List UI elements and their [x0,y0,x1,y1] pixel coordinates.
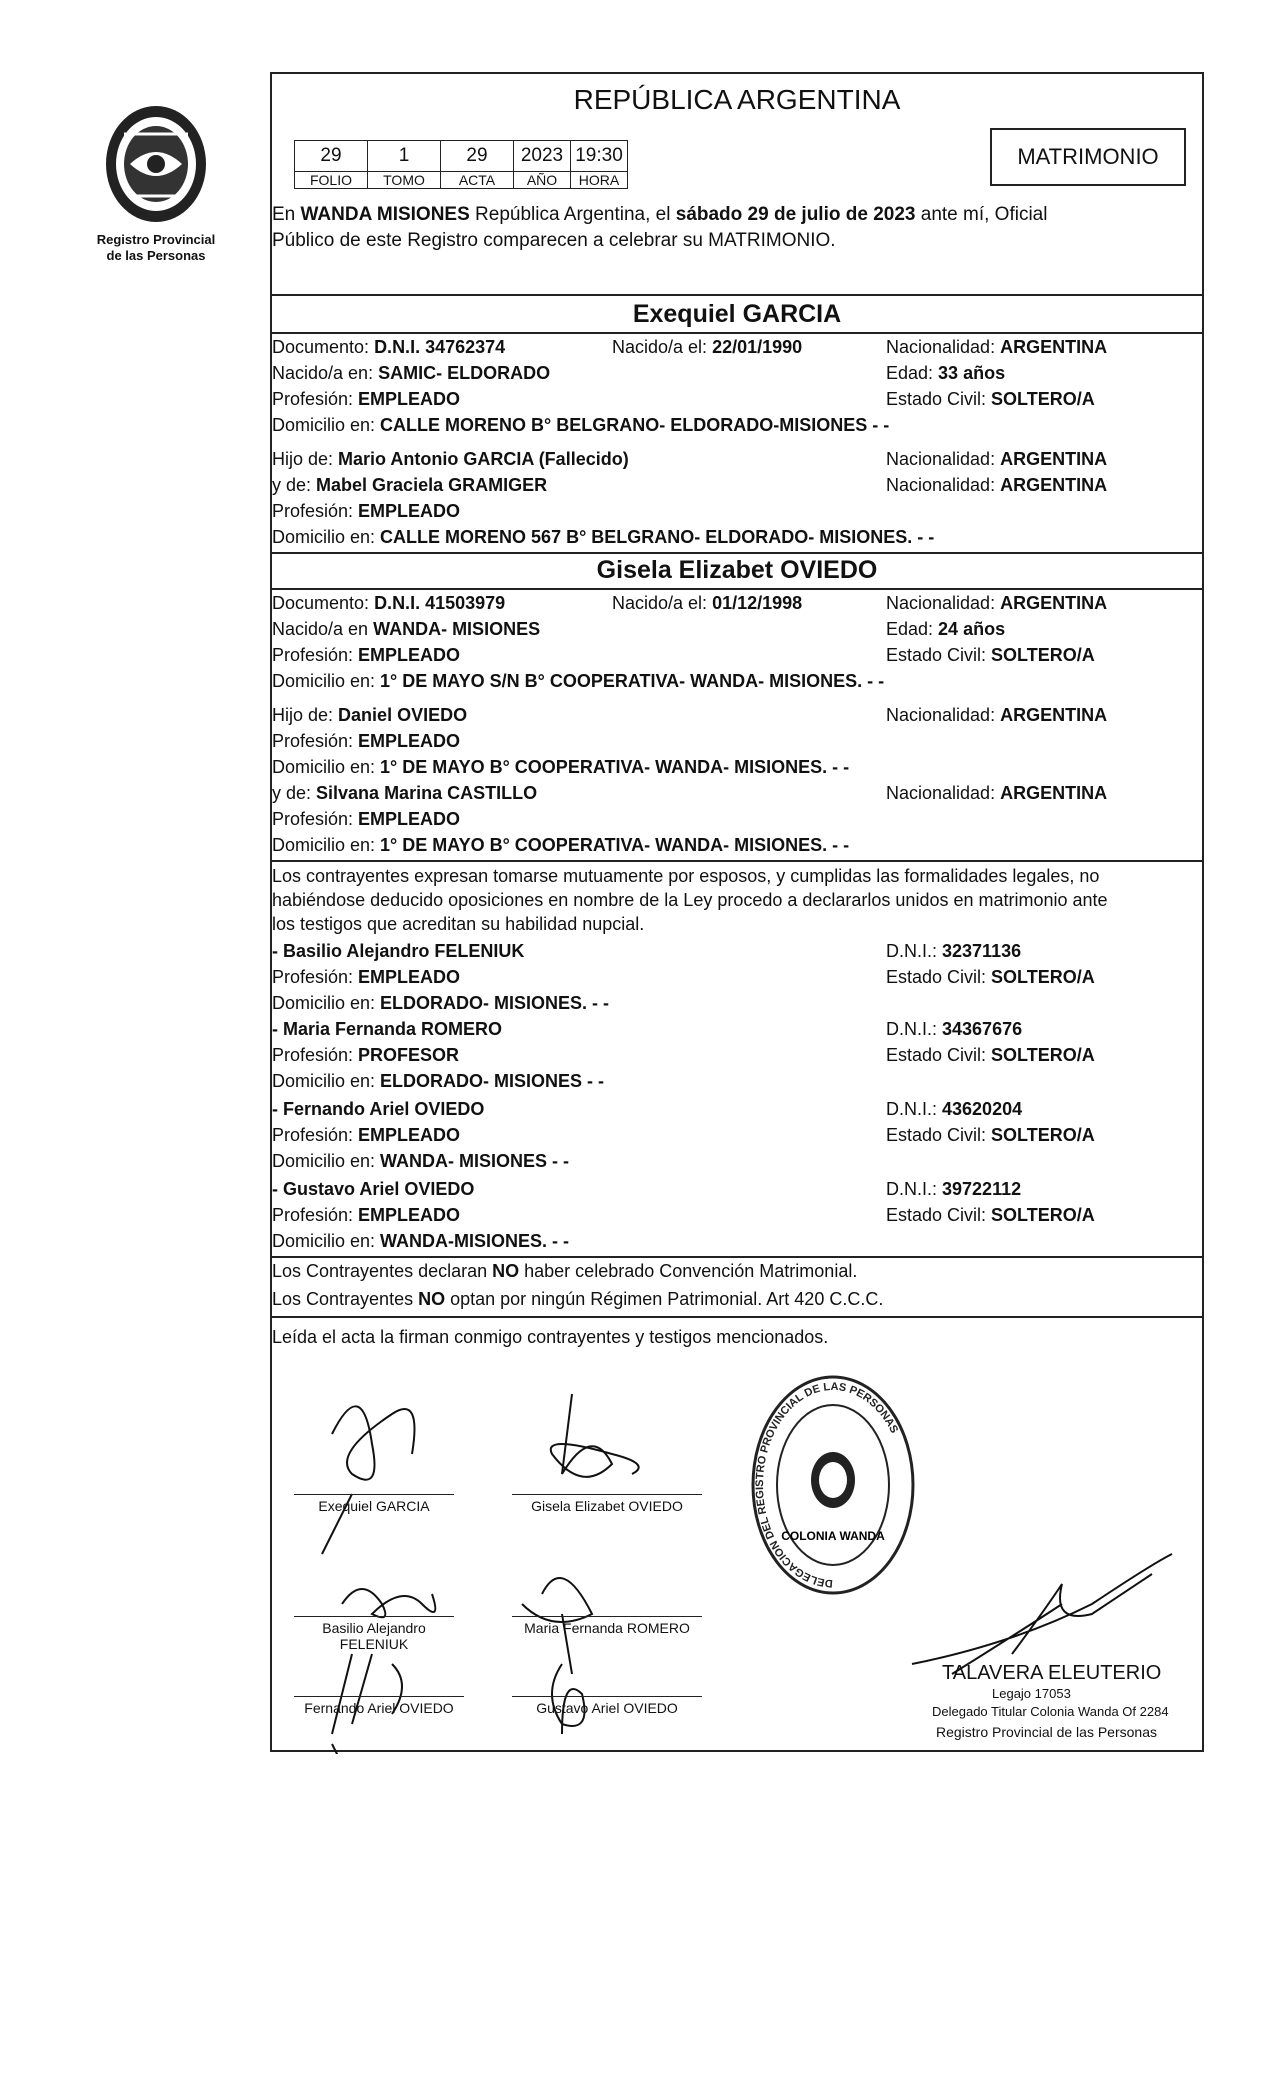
spouse1-father-nat: Nacionalidad: ARGENTINA [886,449,1108,469]
spouse2-father-nat: Nacionalidad: ARGENTINA [886,705,1108,725]
spouse2-address: Domicilio en: 1° DE MAYO S/N B° COOPERATIVA- WANDA- MISIONES. - - [272,671,885,691]
witness-dni: D.N.I.: 32371136 [886,941,1022,961]
spouse1-nat: Nacionalidad: ARGENTINA [886,337,1108,357]
acta-label: ACTA [441,172,514,189]
signature-label: Basilio Alejandro [322,1620,426,1636]
acta-value: 29 [441,141,514,172]
divider [272,332,1202,334]
spouse2-age: Edad: 24 años [886,619,1006,639]
spouse2-born: Nacido/a el: 01/12/1998 [612,593,803,613]
divider [272,294,1202,296]
witness-civil: Estado Civil: SOLTERO/A [886,1205,1095,1225]
act-type-box: MATRIMONIO [990,128,1186,186]
signature-line [294,1696,464,1697]
spouse2-father: Hijo de: Daniel OVIEDO [272,705,468,725]
logo-caption-line1: Registro Provincial [96,232,216,247]
declaration-line: Los contrayentes expresan tomarse mutuamente por esposos, y cumplidas las formalidades legales, no [272,866,1100,886]
registry-table [294,140,628,189]
spouse1-address: Domicilio en: CALLE MORENO B° BELGRANO- ELDORADO-MISIONES - - [272,415,890,435]
witness-profession: Profesión: EMPLEADO [272,1205,461,1225]
witness-profession: Profesión: EMPLEADO [272,1125,461,1145]
logo-caption [86,232,226,264]
witness-name: - Gustavo Ariel OVIEDO [272,1179,475,1199]
signature-label: Fernando Ariel OVIEDO [304,1700,454,1716]
spouse2-mother-nat: Nacionalidad: ARGENTINA [886,783,1108,803]
spouse1-age: Edad: 33 años [886,363,1006,383]
spouse1-parents-address: Domicilio en: CALLE MORENO 567 B° BELGRANO- ELDORADO- MISIONES. - - [272,527,935,547]
spouse2-father-address: Domicilio en: 1° DE MAYO B° COOPERATIVA- WANDA- MISIONES. - - [272,757,850,777]
signature-label: FELENIUK [339,1636,409,1652]
signature-line [512,1696,702,1697]
marriage-certificate [270,72,1204,1752]
signature-label: Gisela Elizabet OVIEDO [531,1498,683,1514]
spouse2-mother-profession: Profesión: EMPLEADO [272,809,461,829]
spouse2-birthplace: Nacido/a en WANDA- MISIONES [272,619,541,639]
signature-label: Maria Fernanda ROMERO [524,1620,690,1636]
hour-value: 19:30 [571,141,628,172]
intro-line2: Público de este Registro comparecen a celebrar su MATRIMONIO. [272,230,836,251]
svg-text:COLONIA WANDA: COLONIA WANDA [781,1529,885,1543]
signature-line [294,1616,454,1617]
spouse2-mother-address: Domicilio en: 1° DE MAYO B° COOPERATIVA- WANDA- MISIONES. - - [272,835,850,855]
declaration-line: habiéndose deducido oposiciones en nombre de la Ley procedo a declararlos unidos en matrimonio ante [272,890,1108,910]
witness-name: - Basilio Alejandro FELENIUK [272,941,525,961]
signature-intro: Leída el acta la firman conmigo contrayentes y testigos mencionados. [272,1327,829,1347]
official-legajo: Legajo 17053 [992,1686,1071,1701]
tomo-value: 1 [368,141,441,172]
witness-profession: Profesión: PROFESOR [272,1045,460,1065]
witness-name: - Fernando Ariel OVIEDO [272,1099,485,1119]
regime-line1: Los Contrayentes declaran NO haber celebrado Convención Matrimonial. [272,1261,858,1281]
spouse1-profession: Profesión: EMPLEADO [272,389,461,409]
declaration-paragraph [272,864,1200,936]
witness-address: Domicilio en: WANDA- MISIONES - - [272,1151,570,1171]
signature-line [512,1494,702,1495]
witness-address: Domicilio en: ELDORADO- MISIONES - - [272,1071,605,1091]
page-title: REPÚBLICA ARGENTINA [573,84,901,115]
spouse1-birthplace: Nacido/a en: SAMIC- ELDORADO [272,363,551,383]
spouse2-father-profession: Profesión: EMPLEADO [272,731,461,751]
witness-address: Domicilio en: ELDORADO- MISIONES. - - [272,993,610,1013]
official-registry: Registro Provincial de las Personas [936,1724,1157,1740]
spouse1-born: Nacido/a el: 22/01/1990 [612,337,803,357]
divider [272,588,1202,590]
spouse2-mother: y de: Silvana Marina CASTILLO [272,783,538,803]
spouse2-profession: Profesión: EMPLEADO [272,645,461,665]
witness-address: Domicilio en: WANDA-MISIONES. - - [272,1231,570,1251]
year-label: AÑO [514,172,571,189]
official-title: Delegado Titular Colonia Wanda Of 2284 [932,1704,1169,1719]
signature-line [294,1494,454,1495]
spouse1-civil: Estado Civil: SOLTERO/A [886,389,1095,409]
spouse1-name: Exequiel GARCIA [632,300,842,328]
folio-value: 29 [295,141,368,172]
declaration-line: los testigos que acreditan su habilidad nupcial. [272,914,645,934]
spouse1-mother: y de: Mabel Graciela GRAMIGER [272,475,548,495]
spouse2-name: Gisela Elizabet OVIEDO [596,556,878,584]
registry-logo [100,100,212,233]
year-value: 2023 [514,141,571,172]
hour-label: HORA [571,172,628,189]
tomo-label: TOMO [368,172,441,189]
spouse2-civil: Estado Civil: SOLTERO/A [886,645,1095,665]
intro-paragraph [272,202,1200,254]
witness-civil: Estado Civil: SOLTERO/A [886,1045,1095,1065]
spouse2-nat: Nacionalidad: ARGENTINA [886,593,1108,613]
official-name: TALAVERA ELEUTERIO [942,1662,1162,1684]
divider [272,860,1202,862]
witness-name: - Maria Fernanda ROMERO [272,1019,503,1039]
folio-label: FOLIO [295,172,368,189]
divider [272,552,1202,554]
signature-line [512,1616,702,1617]
svg-text:DELEGACION DEL REGISTRO PROVIN: DELEGACION DEL REGISTRO PROVINCIAL DE LAS PERSONAS [754,1380,901,1590]
logo-caption-line2: de las Personas [106,248,206,263]
witness-dni: D.N.I.: 34367676 [886,1019,1023,1039]
spouse2-doc: Documento: D.N.I. 41503979 [272,593,506,613]
signature-label: Gustavo Ariel OVIEDO [536,1700,678,1716]
witness-profession: Profesión: EMPLEADO [272,967,461,987]
divider [272,1316,1202,1318]
spouse1-parents-profession: Profesión: EMPLEADO [272,501,461,521]
witness-dni: D.N.I.: 43620204 [886,1099,1023,1119]
witness-civil: Estado Civil: SOLTERO/A [886,1125,1095,1145]
regime-line2: Los Contrayentes NO optan por ningún Régimen Patrimonial. Art 420 C.C.C. [272,1289,884,1309]
intro-line1: En WANDA MISIONES República Argentina, el sábado 29 de julio de 2023 ante mí, Oficial [272,204,1048,225]
signature-label: Exequiel GARCIA [318,1498,430,1514]
witness-dni: D.N.I.: 39722112 [886,1179,1022,1199]
witness-civil: Estado Civil: SOLTERO/A [886,967,1095,987]
spouse1-doc: Documento: D.N.I. 34762374 [272,337,506,357]
spouse1-father: Hijo de: Mario Antonio GARCIA (Fallecido) [272,449,629,469]
signature-scribbles [292,1354,732,1754]
divider [272,1256,1202,1258]
spouse1-mother-nat: Nacionalidad: ARGENTINA [886,475,1108,495]
